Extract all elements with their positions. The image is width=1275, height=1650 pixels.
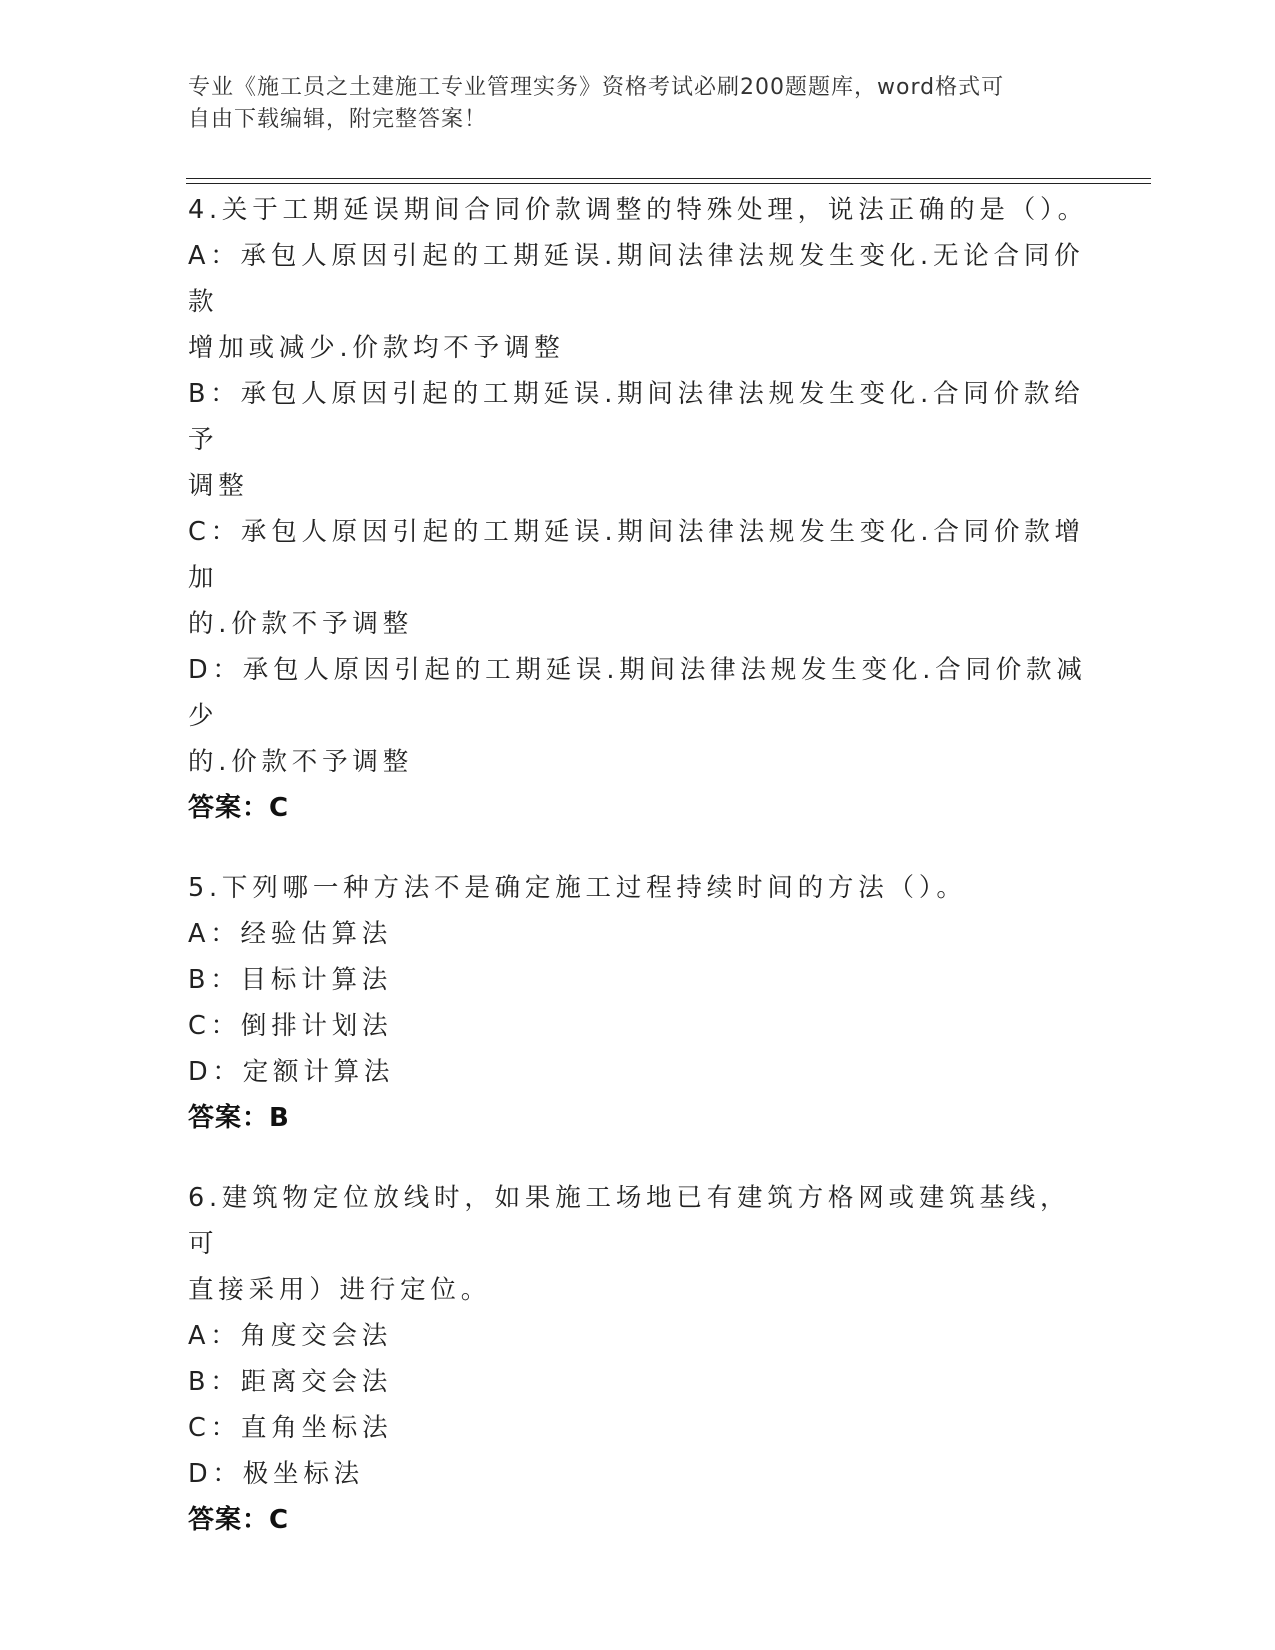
option-b: B：承包人原因引起的工期延误.期间法律法规发生变化.合同价款给予: [188, 379, 1085, 455]
answer: [188, 1095, 1088, 1141]
option-c: C：直角坐标法: [188, 1413, 393, 1443]
answer-value: C: [269, 1505, 290, 1535]
option-b: B：距离交会法: [188, 1367, 393, 1397]
header-divider-top: [186, 178, 1151, 179]
header-divider-bottom: [186, 183, 1151, 184]
option-a-continued: 增加或减少.价款均不予调整: [188, 333, 565, 363]
answer-label: 答案：: [188, 1505, 270, 1535]
option-a: A：经验估算法: [188, 919, 393, 949]
option-d: D：定额计算法: [188, 1057, 395, 1087]
option-a: A：角度交会法: [188, 1321, 393, 1351]
question-4: [188, 187, 1088, 831]
answer-value: C: [269, 793, 290, 823]
answer-value: B: [269, 1103, 290, 1133]
question-list: [188, 187, 1088, 1577]
option-c: C：承包人原因引起的工期延误.期间法律法规发生变化.合同价款增加: [188, 517, 1085, 593]
option-d-continued: 的.价款不予调整: [188, 747, 414, 777]
question-5: [188, 865, 1088, 1141]
question-stem: 4.关于工期延误期间合同价款调整的特殊处理，说法正确的是（）。: [188, 195, 1088, 225]
question-6: [188, 1175, 1088, 1543]
option-a: A：承包人原因引起的工期延误.期间法律法规发生变化.无论合同价款: [188, 241, 1085, 317]
option-c: C：倒排计划法: [188, 1011, 393, 1041]
header-title-line-1: 专业《施工员之土建施工专业管理实务》资格考试必刷200题题库，word格式可: [188, 75, 1005, 100]
option-d: D：承包人原因引起的工期延误.期间法律法规发生变化.合同价款减少: [188, 655, 1087, 731]
document-header: [188, 72, 1068, 136]
question-stem-continued: 直接采用）进行定位。: [188, 1275, 492, 1305]
answer: [188, 1497, 1088, 1543]
option-c-continued: 的.价款不予调整: [188, 609, 414, 639]
option-b-continued: 调整: [188, 471, 249, 501]
option-d: D：极坐标法: [188, 1459, 364, 1489]
answer-label: 答案：: [188, 793, 270, 823]
answer-label: 答案：: [188, 1103, 270, 1133]
header-title-line-2: 自由下载编辑，附完整答案！: [188, 107, 488, 132]
option-b: B：目标计算法: [188, 965, 393, 995]
answer: [188, 785, 1088, 831]
question-stem: 5.下列哪一种方法不是确定施工过程持续时间的方法（）。: [188, 873, 967, 903]
question-stem: 6.建筑物定位放线时，如果施工场地已有建筑方格网或建筑基线，可: [188, 1183, 1071, 1259]
